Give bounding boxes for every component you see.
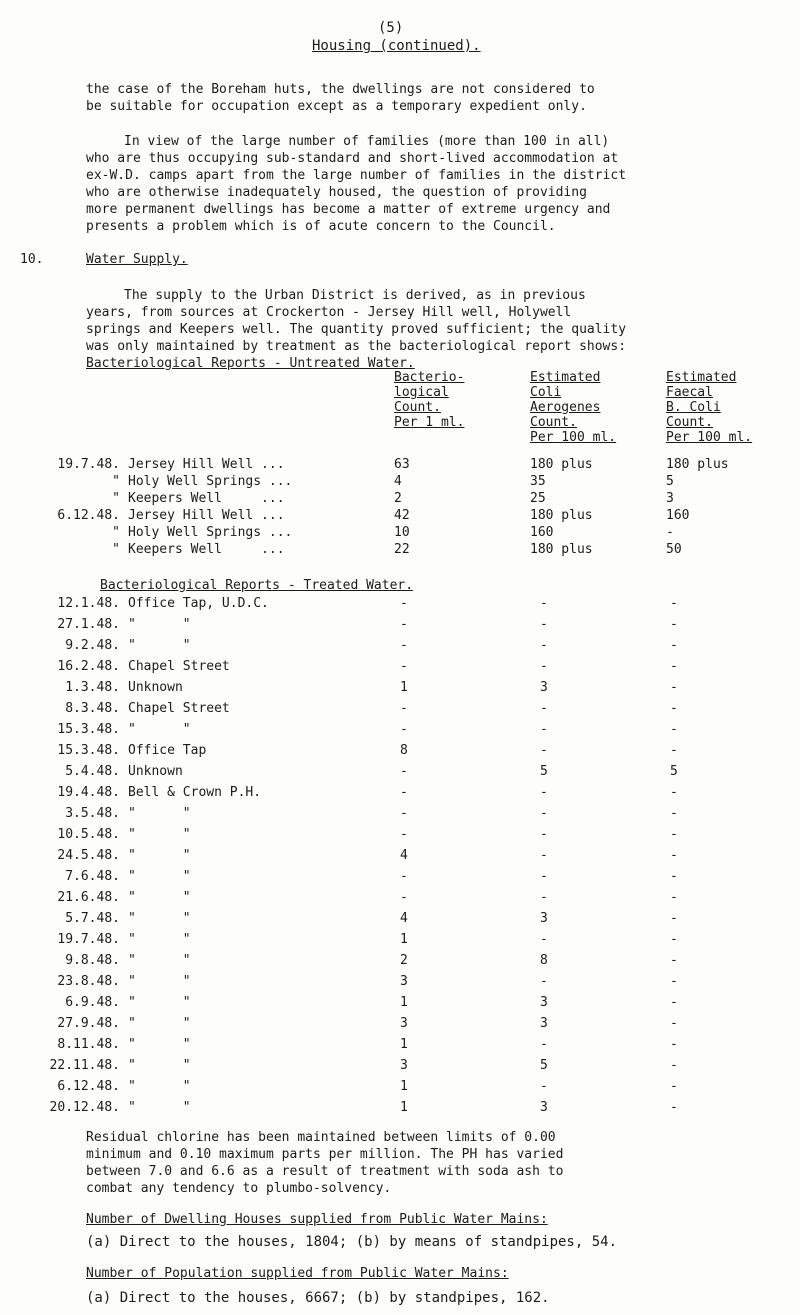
table-cell-count: - (400, 659, 408, 674)
table-cell-count: - (400, 806, 408, 821)
table-cell-faecal: - (670, 806, 678, 821)
table-cell-count: 8 (400, 743, 408, 758)
table-cell-date: 21.6.48. (57, 890, 120, 905)
table-cell-faecal: - (670, 974, 678, 989)
table-cell-source: Bell & Crown P.H. (128, 785, 262, 800)
table-cell-count: - (400, 722, 408, 737)
table-cell-date: 22.11.48. (49, 1058, 120, 1073)
table-cell-faecal: - (670, 1058, 678, 1073)
table-cell-coli: 3 (540, 680, 548, 695)
table-cell-coli: 180 plus (530, 457, 593, 472)
table-cell-coli: - (540, 743, 548, 758)
table-cell-source: Jersey Hill Well ... (128, 457, 285, 472)
table-cell-date: 15.3.48. (57, 722, 120, 737)
text-line: ex-W.D. camps apart from the large number of families in the district (86, 168, 627, 183)
table-cell-date: 19.4.48. (57, 785, 120, 800)
table-cell-count: 4 (394, 474, 402, 489)
text-line: combat any tendency to plumbo-solvency. (86, 1181, 392, 1196)
table-cell-faecal: - (670, 932, 678, 947)
treated-heading: Bacteriological Reports - Treated Water. (100, 578, 414, 593)
table-cell-coli: 160 (530, 525, 554, 540)
table-cell-faecal: - (670, 617, 678, 632)
col-header-coli: Per 100 ml. (530, 430, 617, 445)
table-cell-date: " (112, 542, 120, 557)
table-cell-date: 20.12.48. (49, 1100, 120, 1115)
text-line: In view of the large number of families (more than 100 in all) (124, 134, 610, 149)
table-cell-date: " (112, 474, 120, 489)
text-line: more permanent dwellings has become a matter of extreme urgency and (86, 202, 611, 217)
table-cell-coli: - (540, 932, 548, 947)
table-cell-source: " " (128, 722, 191, 737)
table-cell-faecal: - (670, 680, 678, 695)
table-cell-faecal: - (670, 953, 678, 968)
table-cell-count: - (400, 869, 408, 884)
text-line: The supply to the Urban District is derived, as in previous (124, 288, 586, 303)
table-cell-source: Chapel Street (128, 701, 230, 716)
table-cell-source: " " (128, 911, 191, 926)
table-cell-source: Holy Well Springs ... (128, 525, 293, 540)
table-cell-date: 27.9.48. (57, 1016, 120, 1031)
table-cell-date: 19.7.48. (57, 457, 120, 472)
table-cell-faecal: 160 (666, 508, 690, 523)
col-header-count: Per 1 ml. (394, 415, 465, 430)
table-cell-count: - (400, 764, 408, 779)
table-cell-date: 8.3.48. (65, 701, 120, 716)
table-cell-faecal: - (670, 1079, 678, 1094)
table-cell-faecal: 50 (666, 542, 682, 557)
table-cell-faecal: - (670, 827, 678, 842)
col-header-count: Count. (394, 400, 441, 415)
text-line: be suitable for occupation except as a temporary expedient only. (86, 99, 587, 114)
table-cell-source: " " (128, 890, 191, 905)
table-cell-coli: 3 (540, 1016, 548, 1031)
table-cell-date: 8.11.48. (57, 1037, 120, 1052)
table-cell-date: 16.2.48. (57, 659, 120, 674)
text-line: years, from sources at Crockerton - Jersey Hill well, Holywell (86, 305, 572, 320)
table-cell-coli: - (540, 827, 548, 842)
table-cell-source: Chapel Street (128, 659, 230, 674)
table-cell-count: 2 (400, 953, 408, 968)
table-cell-source: Office Tap, U.D.C. (128, 596, 269, 611)
table-cell-source: Keepers Well ... (128, 491, 285, 506)
table-cell-source: " " (128, 932, 191, 947)
table-cell-source: Unknown (128, 764, 183, 779)
table-cell-faecal: - (670, 785, 678, 800)
table-cell-date: 24.5.48. (57, 848, 120, 863)
table-cell-date: 12.1.48. (57, 596, 120, 611)
table-cell-coli: 3 (540, 911, 548, 926)
col-header-faecal: Faecal (666, 385, 713, 400)
table-cell-faecal: - (670, 638, 678, 653)
table-cell-faecal: - (670, 722, 678, 737)
table-cell-faecal: - (670, 659, 678, 674)
table-cell-count: - (400, 785, 408, 800)
page-number: (5) (378, 20, 404, 36)
table-cell-faecal: - (670, 1016, 678, 1031)
section-number: 10. (20, 252, 44, 267)
table-cell-faecal: - (670, 911, 678, 926)
table-cell-date: 6.9.48. (65, 995, 120, 1010)
table-cell-source: Office Tap (128, 743, 207, 758)
table-cell-coli: - (540, 617, 548, 632)
col-header-faecal: Count. (666, 415, 713, 430)
dwellings-line: (a) Direct to the houses, 1804; (b) by means of standpipes, 54. (86, 1234, 618, 1250)
text-line: who are thus occupying sub-standard and short-lived accommodation at (86, 151, 619, 166)
table-cell-source: " " (128, 1079, 191, 1094)
col-header-faecal: B. Coli (666, 400, 721, 415)
table-cell-coli: 25 (530, 491, 546, 506)
table-cell-source: " " (128, 1016, 191, 1031)
text-line: between 7.0 and 6.6 as a result of treatment with soda ash to (86, 1164, 564, 1179)
table-cell-coli: - (540, 1079, 548, 1094)
table-cell-faecal: - (666, 525, 674, 540)
table-cell-count: - (400, 827, 408, 842)
table-cell-source: " " (128, 1037, 191, 1052)
col-header-faecal: Estimated (666, 370, 737, 385)
table-cell-faecal: 180 plus (666, 457, 729, 472)
population-heading: Number of Population supplied from Public Water Mains: (86, 1266, 509, 1281)
table-cell-source: " " (128, 974, 191, 989)
table-cell-count: 1 (400, 680, 408, 695)
table-cell-date: 19.7.48. (57, 932, 120, 947)
table-cell-date: 10.5.48. (57, 827, 120, 842)
table-cell-source: " " (128, 827, 191, 842)
table-cell-count: - (400, 890, 408, 905)
table-cell-coli: - (540, 848, 548, 863)
table-cell-coli: - (540, 890, 548, 905)
table-cell-count: 1 (400, 1079, 408, 1094)
dwellings-heading: Number of Dwelling Houses supplied from Public Water Mains: (86, 1212, 548, 1227)
table-cell-count: - (400, 701, 408, 716)
table-cell-coli: - (540, 701, 548, 716)
table-cell-date: 9.8.48. (65, 953, 120, 968)
table-cell-date: 23.8.48. (57, 974, 120, 989)
table-cell-count: 3 (400, 1058, 408, 1073)
text-line: was only maintained by treatment as the bacteriological report shows: (86, 339, 627, 354)
table-cell-count: - (400, 596, 408, 611)
table-cell-faecal: 5 (666, 474, 674, 489)
table-cell-source: " " (128, 617, 191, 632)
table-cell-source: Holy Well Springs ... (128, 474, 293, 489)
table-cell-count: 3 (400, 1016, 408, 1031)
table-cell-date: 5.4.48. (65, 764, 120, 779)
table-cell-coli: - (540, 596, 548, 611)
table-cell-coli: 5 (540, 764, 548, 779)
table-cell-faecal: - (670, 701, 678, 716)
running-head: Housing (continued). (312, 38, 481, 54)
table-cell-coli: - (540, 1037, 548, 1052)
text-line: who are otherwise inadequately housed, the question of providing (86, 185, 587, 200)
table-cell-date: 3.5.48. (65, 806, 120, 821)
untreated-heading: Bacteriological Reports - Untreated Water. (86, 356, 415, 371)
table-cell-count: 3 (400, 974, 408, 989)
table-cell-faecal: 3 (666, 491, 674, 506)
table-cell-coli: - (540, 869, 548, 884)
table-cell-date: " (112, 525, 120, 540)
table-cell-date: 27.1.48. (57, 617, 120, 632)
col-header-coli: Count. (530, 415, 577, 430)
text-line: springs and Keepers well. The quantity proved sufficient; the quality (86, 322, 627, 337)
table-cell-source: " " (128, 953, 191, 968)
text-line: minimum and 0.10 maximum parts per million. The PH has varied (86, 1147, 564, 1162)
table-cell-count: 1 (400, 995, 408, 1010)
col-header-coli: Aerogenes (530, 400, 601, 415)
table-cell-coli: - (540, 785, 548, 800)
table-cell-source: " " (128, 869, 191, 884)
table-cell-faecal: - (670, 1100, 678, 1115)
table-cell-count: - (400, 638, 408, 653)
table-cell-date: 6.12.48. (57, 508, 120, 523)
table-cell-coli: 5 (540, 1058, 548, 1073)
table-cell-date: 9.2.48. (65, 638, 120, 653)
text-line: Residual chlorine has been maintained between limits of 0.00 (86, 1130, 556, 1145)
table-cell-source: " " (128, 806, 191, 821)
table-cell-source: " " (128, 1058, 191, 1073)
table-cell-coli: 8 (540, 953, 548, 968)
table-cell-date: 7.6.48. (65, 869, 120, 884)
table-cell-coli: - (540, 806, 548, 821)
section-title: Water Supply. (86, 252, 188, 267)
text-line: the case of the Boreham huts, the dwellings are not considered to (86, 82, 595, 97)
table-cell-source: " " (128, 848, 191, 863)
table-cell-count: 42 (394, 508, 410, 523)
table-cell-date: 1.3.48. (65, 680, 120, 695)
col-header-count: Bacterio- (394, 370, 465, 385)
table-cell-coli: 3 (540, 1100, 548, 1115)
table-cell-source: Jersey Hill Well ... (128, 508, 285, 523)
table-cell-source: Unknown (128, 680, 183, 695)
table-cell-count: 4 (400, 848, 408, 863)
table-cell-coli: - (540, 638, 548, 653)
table-cell-faecal: - (670, 890, 678, 905)
table-cell-faecal: - (670, 1037, 678, 1052)
table-cell-coli: 35 (530, 474, 546, 489)
table-cell-count: 1 (400, 932, 408, 947)
table-cell-faecal: 5 (670, 764, 678, 779)
table-cell-source: " " (128, 1100, 191, 1115)
table-cell-count: 22 (394, 542, 410, 557)
table-cell-faecal: - (670, 596, 678, 611)
table-cell-count: 10 (394, 525, 410, 540)
table-cell-count: 63 (394, 457, 410, 472)
col-header-coli: Coli (530, 385, 562, 400)
table-cell-count: 1 (400, 1100, 408, 1115)
table-cell-count: - (400, 617, 408, 632)
table-cell-date: 15.3.48. (57, 743, 120, 758)
col-header-faecal: Per 100 ml. (666, 430, 753, 445)
table-cell-faecal: - (670, 995, 678, 1010)
table-cell-coli: 180 plus (530, 508, 593, 523)
table-cell-count: 4 (400, 911, 408, 926)
table-cell-count: 2 (394, 491, 402, 506)
table-cell-faecal: - (670, 848, 678, 863)
table-cell-coli: - (540, 974, 548, 989)
table-cell-source: " " (128, 638, 191, 653)
table-cell-date: " (112, 491, 120, 506)
table-cell-source: Keepers Well ... (128, 542, 285, 557)
col-header-count: logical (394, 385, 449, 400)
population-line: (a) Direct to the houses, 6667; (b) by standpipes, 162. (86, 1290, 550, 1306)
table-cell-coli: - (540, 722, 548, 737)
table-cell-faecal: - (670, 869, 678, 884)
table-cell-date: 5.7.48. (65, 911, 120, 926)
table-cell-date: 6.12.48. (57, 1079, 120, 1094)
table-cell-faecal: - (670, 743, 678, 758)
table-cell-coli: 3 (540, 995, 548, 1010)
text-line: presents a problem which is of acute concern to the Council. (86, 219, 556, 234)
col-header-coli: Estimated (530, 370, 601, 385)
table-cell-count: 1 (400, 1037, 408, 1052)
table-cell-coli: 180 plus (530, 542, 593, 557)
table-cell-source: " " (128, 995, 191, 1010)
table-cell-coli: - (540, 659, 548, 674)
